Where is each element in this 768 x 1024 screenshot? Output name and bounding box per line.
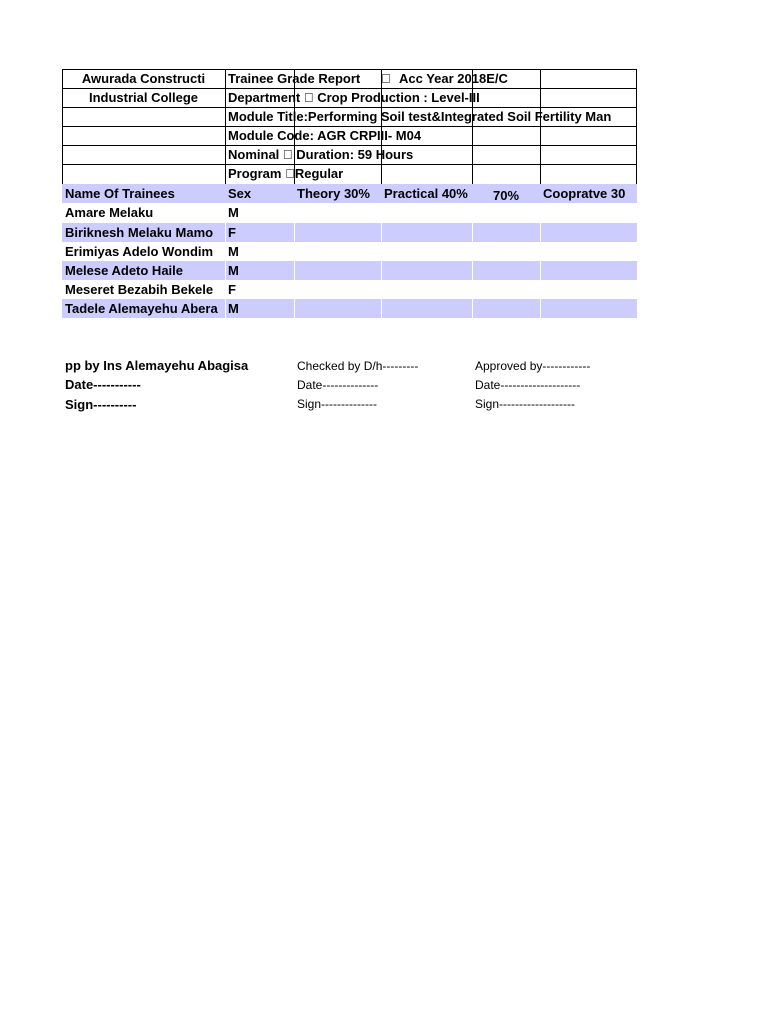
trainee-sex: M xyxy=(228,244,239,259)
date-mid: Date-------------- xyxy=(297,378,379,392)
module-title: Module Title:Performing Soil test&Integrated Soil Fertility Man xyxy=(228,109,612,124)
grid-line xyxy=(381,299,382,318)
trainee-sex: M xyxy=(228,301,239,316)
grid-line xyxy=(472,299,473,318)
college-name-line2: Industrial College xyxy=(88,90,199,105)
sign-right: Sign------------------- xyxy=(475,397,575,411)
college-name-line1: Awurada Constructi xyxy=(81,71,206,86)
prepared-by: pp by Ins Alemayehu Abagisa xyxy=(65,358,249,373)
checked-by: Checked by D/h--------- xyxy=(297,359,419,373)
trainee-sex: M xyxy=(228,205,239,220)
sign-left: Sign---------- xyxy=(65,397,137,412)
grid-line xyxy=(381,223,382,242)
nominal-duration: Nominal Duration: 59 Hours xyxy=(228,147,400,162)
trainee-name: Amare Melaku xyxy=(65,205,154,220)
trainee-sex: M xyxy=(228,263,239,278)
trainee-name: Erimiyas Adelo Wondim xyxy=(65,244,214,259)
trainee-sex: F xyxy=(228,282,236,297)
sign-mid: Sign-------------- xyxy=(297,397,377,411)
column-header-sex: Sex xyxy=(228,186,252,201)
grid-line xyxy=(294,261,295,280)
grid-line xyxy=(294,223,295,242)
date-left: Date----------- xyxy=(65,377,141,392)
grid-line xyxy=(540,299,541,318)
grid-line xyxy=(62,164,637,165)
department: Department Crop Production : Level-III xyxy=(228,90,467,105)
program: Program Regular xyxy=(228,166,334,181)
module-code: Module Code: AGR CRPIII- M04 xyxy=(228,128,422,143)
grid-line xyxy=(540,261,541,280)
trainee-name: Melese Adeto Haile xyxy=(65,263,184,278)
column-header-total: 70% xyxy=(492,188,520,203)
column-header-practical: Practical 40% xyxy=(384,186,468,201)
grid-line xyxy=(540,223,541,242)
grid-line xyxy=(636,69,637,184)
trainee-sex: F xyxy=(228,225,236,240)
date-right: Date-------------------- xyxy=(475,378,581,392)
grid-line xyxy=(294,299,295,318)
placeholder-glyph xyxy=(378,69,391,88)
column-header-name: Name Of Trainees xyxy=(65,186,175,201)
trainee-name: Meseret Bezabih Bekele xyxy=(65,282,214,297)
grid-line xyxy=(472,223,473,242)
column-header-theory: Theory 30% xyxy=(297,186,370,201)
grid-line xyxy=(540,69,541,184)
trainee-name: Tadele Alemayehu Abera xyxy=(65,301,218,316)
grid-line xyxy=(381,261,382,280)
grid-line xyxy=(472,261,473,280)
report-title: Trainee Grade Report xyxy=(228,71,361,86)
column-header-coopratve: Coopratve 30 xyxy=(543,186,626,201)
acc-year: Acc Year 2018E/C xyxy=(399,71,508,86)
trainee-name: Biriknesh Melaku Mamo xyxy=(65,225,214,240)
approved-by: Approved by------------ xyxy=(475,359,591,373)
